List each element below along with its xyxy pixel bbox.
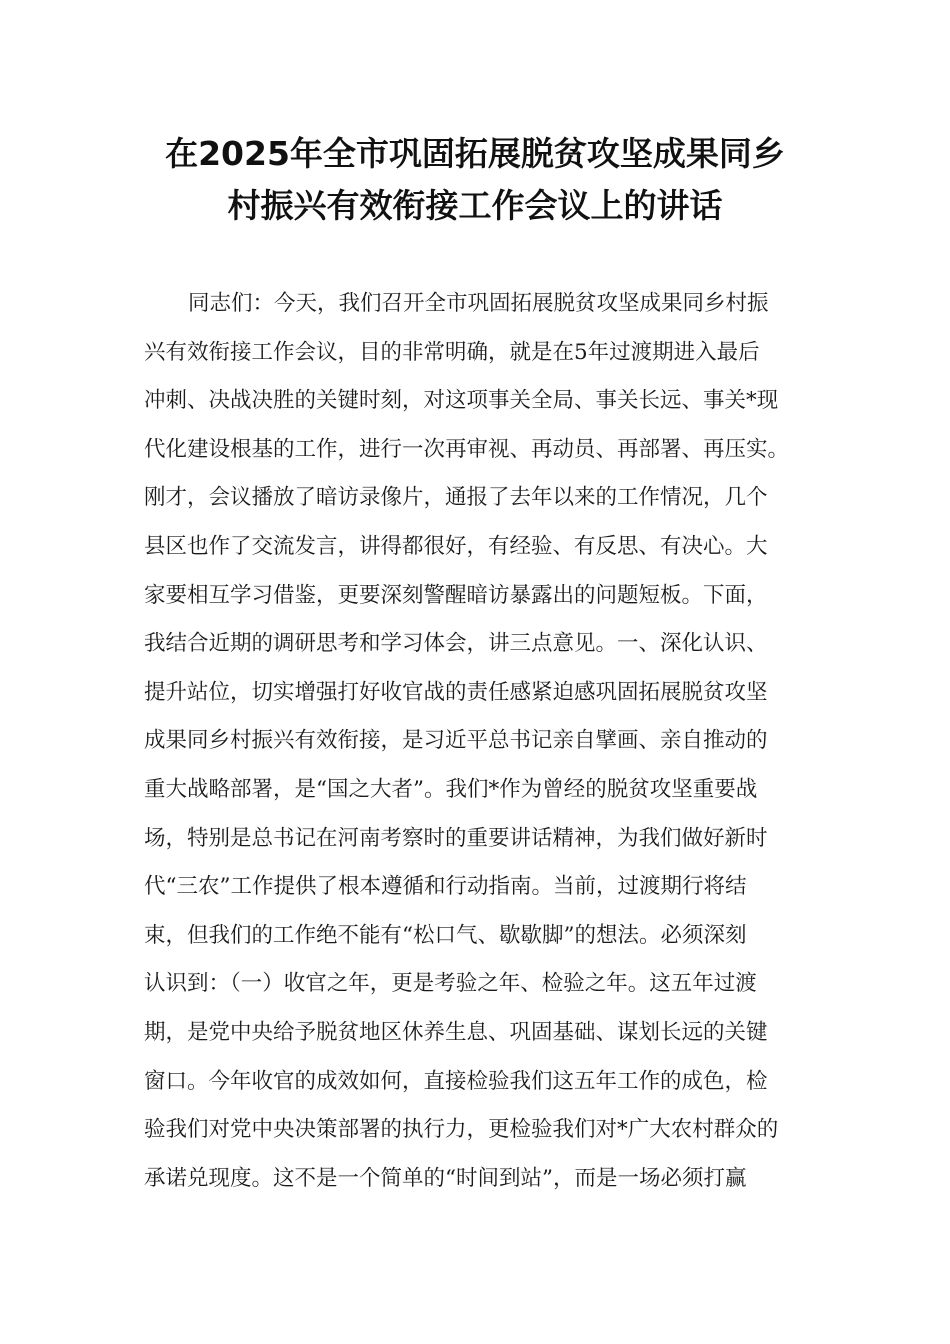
body-line: 承诺兑现度。这不是一个简单的“时间到站”，而是一场必须打赢: [144, 1165, 747, 1191]
title-line: 在2025年全市巩固拓展脱贫攻坚成果同乡: [165, 134, 785, 173]
body-line: 窗口。今年收官的成效如何，直接检验我们这五年工作的成色，检: [144, 1068, 768, 1094]
body-line: 代“三农”工作提供了根本遵循和行动指南。当前，过渡期行将结: [144, 874, 747, 900]
body-line: 期，是党中央给予脱贫地区休养生息、巩固基础、谋划长远的关键: [144, 1019, 768, 1045]
body-line: 兴有效衔接工作会议，目的非常明确，就是在5年过渡期进入最后: [144, 339, 760, 365]
body-line: 成果同乡村振兴有效衔接，是习近平总书记亲自擘画、亲自推动的: [144, 728, 768, 754]
body-line: 刚才，会议播放了暗访录像片，通报了去年以来的工作情况，几个: [144, 485, 768, 511]
body-line: 束，但我们的工作绝不能有“松口气、歇歇脚”的想法。必须深刻: [144, 922, 747, 948]
title-line: 村振兴有效衔接工作会议上的讲话: [227, 186, 723, 225]
document-title: [100, 128, 850, 232]
body-line: 家要相互学习借鉴，更要深刻警醒暗访暴露出的问题短板。下面，: [144, 582, 768, 608]
body-line: 代化建设根基的工作，进行一次再审视、再动员、再部署、再压实。: [144, 436, 790, 462]
body-line: 提升站位，切实增强打好收官战的责任感紧迫感巩固拓展脱贫攻坚: [144, 679, 768, 705]
body-line: 验我们对党中央决策部署的执行力，更检验我们对*广大农村群众的: [144, 1117, 779, 1143]
body-line: 认识到：（一）收官之年，更是考验之年、检验之年。这五年过渡: [144, 971, 757, 997]
document-body: [144, 280, 834, 1203]
body-line: 场，特别是总书记在河南考察时的重要讲话精神，为我们做好新时: [144, 825, 768, 851]
body-line: 冲刺、决战决胜的关键时刻，对这项事关全局、事关长远、事关*现: [144, 388, 779, 414]
body-line: 重大战略部署，是“国之大者”。我们*作为曾经的脱贫攻坚重要战: [144, 776, 758, 802]
body-line: 县区也作了交流发言，讲得都很好，有经验、有反思、有决心。大: [144, 533, 768, 559]
body-line: 我结合近期的调研思考和学习体会，讲三点意见。一、深化认识、: [144, 631, 768, 657]
body-line: 同志们：今天，我们召开全市巩固拓展脱贫攻坚成果同乡村振: [188, 291, 769, 316]
